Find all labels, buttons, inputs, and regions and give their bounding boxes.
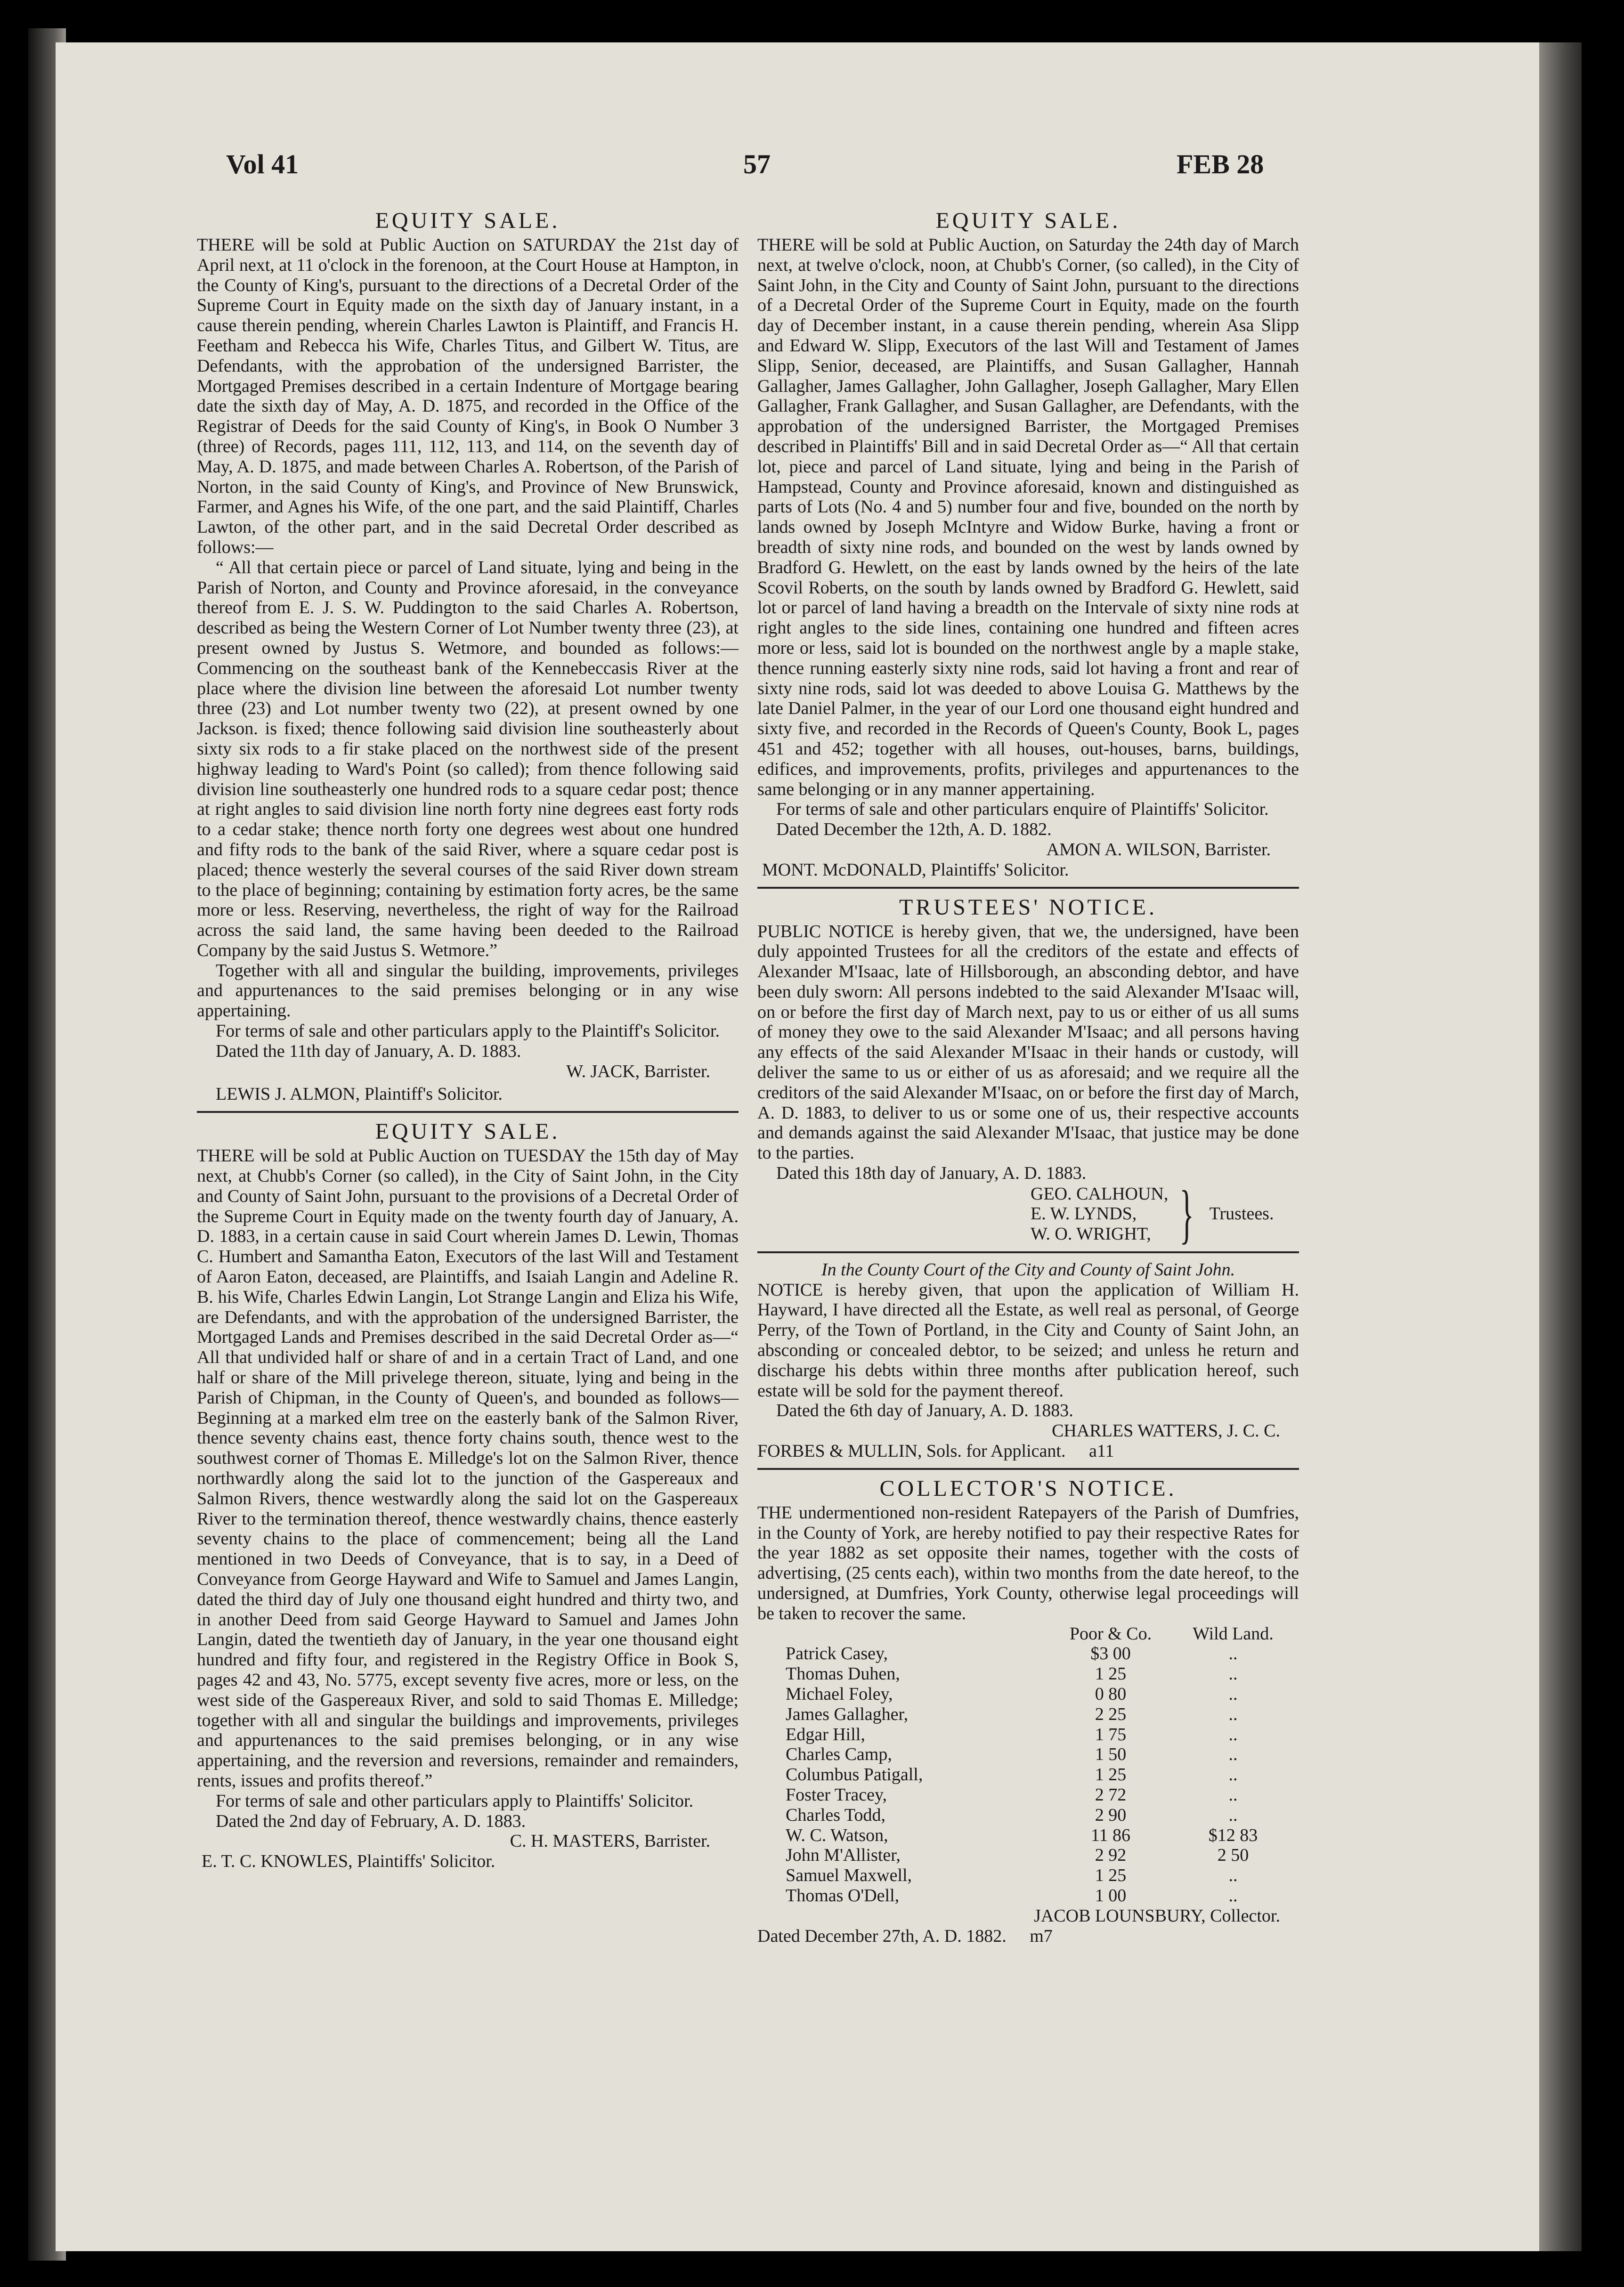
ratepayer-name: Thomas Duhen,	[786, 1664, 900, 1684]
poor-rate: 1 50	[1095, 1744, 1127, 1765]
ad-code: a11	[1088, 1441, 1114, 1461]
left-column	[197, 205, 739, 1872]
table-header-row	[786, 1624, 1294, 1644]
ratepayer-name: James Gallagher,	[786, 1704, 909, 1724]
trustees-notice	[757, 894, 1299, 1250]
table-row	[786, 1785, 1294, 1805]
notice-title: EQUITY SALE.	[375, 208, 560, 233]
equity-sale-notice-1	[197, 209, 739, 1104]
notice-title: COLLECTOR'S NOTICE.	[879, 1476, 1177, 1501]
notice-dated: Dated the 2nd day of February, A. D. 1883.	[216, 1811, 526, 1831]
table-row	[786, 1865, 1294, 1886]
notice-body: THERE will be sold at Public Auction, on Saturday the 24th day of March next, at twelve o'clock, noon, at Chubb's Corner, (so called), in the City of Saint John, in the City and County of Saint John, pursuant to the directions of a Decretal Order of the Supreme Court in Equity, made on the fourth day of December instant, in a cause therein pending, wherein Asa Slipp and Edward W. Slipp, Executors of the last Will and Testament of James Slipp, Senior, deceased, are Plaintiffs, and Susan Gallagher, Hannah Gallagher, James Gallagher, John Gallagher, Joseph Gallagher, Mary Ellen Gallagher, Frank Gallagher, and Susan Gallagher, are Defendants, with the approbation of the undersigned Barrister, the Mortgaged Premises described in Plaintiffs' Bill and in said Decretal Order as—“ All that certain lot, piece and parcel of Land situate, lying and being in the Parish of Hampstead, County and Province aforesaid, known and distinguished as parts of Lots (No. 4 and 5) number four and five, bounded on the north by lands owned by Joseph McIntyre and Widow Burke, having a front or breadth of sixty nine rods, and bounded on the west by lands owned by Bradford G. Hewlett, on the east by lands owned by the heirs of the late Scovil Roberts, on the south by lands owned by Bradford G. Hewlett, said lot or parcel of land having a breadth on the Intervale of sixty nine rods at right angles to the side lines, containing one hundred and fifteen acres more or less, said lot is bounded on the northwest angle by a maple stake, thence running easterly sixty nine rods, said lot having a front and rear of sixty nine rods, said lot was deeded to above Louisa G. Matthews by the late Daniel Palmer, in the year of our Lord one thousand eight hundred and sixty five, and recorded in the Records of Queen's County, Book L, pages 451 and 452; together with all houses, out-houses, barns, buildings, edifices, and improvements, profits, privileges and appurtenances to the same belonging or in any manner appertaining.	[757, 235, 1299, 799]
notice-body: THERE will be sold at Public Auction on SATURDAY the 21st day of April next, at 11 o'clock in the forenoon, at the Court House at Hampton, in the County of King's, pursuant to the directions of a Decretal Order of the Supreme Court in Equity made on the sixth day of January instant, in a cause therein pending, wherein Charles Lawton is Plaintiff, and Francis H. Feetham and Rebecca his Wife, Charles Titus, and Gilbert W. Titus, are Defendants, with the approbation of the undersigned Barrister, the Mortgaged Premises described in a certain Indenture of Mortgage bearing date the sixth day of May, A. D. 1875, and recorded in the Office of the Registrar of Deeds for the said County of King's, in Book O Number 3 (three) of Records, pages 111, 112, 113, and 114, on the seventh day of May, A. D. 1875, and made between Charles A. Robertson, of the Parish of Norton, in the said County of King's, and Province of New Brunswick, Farmer, and Agnes his Wife, of the one part, and the said Plaintiff, Charles Lawton, of the other part, and in the said Decretal Order described as follows:—	[197, 235, 739, 557]
notice-body: NOTICE is hereby given, that upon the application of William H. Hayward, I have directed all the Estate, as well real as personal, of George Perry, of the Town of Portland, in the City and County of Saint John, an absconding or concealed debtor, to be seized; and unless he return and discharge his debts within three months after publication hereof, such estate will be sold for the payment thereof.	[757, 1280, 1299, 1401]
table-row	[786, 1684, 1294, 1704]
page-number: 57	[743, 149, 771, 179]
notice-body: THE undermentioned non-resident Ratepayers of the Parish of Dumfries, in the County of York, are hereby notified to pay their respective Rates for the year 1882 as set opposite their names, together with the costs of advertising, (25 cents each), within two months from the date hereof, to the undersigned, at Dumfries, York County, otherwise legal proceedings will be taken to recover the same.	[757, 1502, 1299, 1623]
table-row	[786, 1704, 1294, 1725]
wild-land-rate: ..	[1228, 1885, 1238, 1906]
notice-body: PUBLIC NOTICE is hereby given, that we, the undersigned, have been duly appointed Trustees for all the creditors of the estate and effects of Alexander M'Isaac, late of Hillsborough, an absconding debtor, and have been duly sworn: All persons indebted to the said Alexander M'Isaac will, on or before the first day of March next, pay to us or either of us all sums of money they owe to the said Alexander M'Isaac; and all persons having any effects of the said Alexander M'Isaac in their hands or custody, will deliver the same to us or either of us as aforesaid; and we require all the creditors of the said Alexander M'Isaac, on or before the first day of March, A. D. 1883, to deliver to us or some one of us, their respective accounts and demands against the said Alexander M'Isaac, that justice may be done to the parties.	[757, 921, 1299, 1163]
notice-barrister: W. JACK, Barrister.	[566, 1061, 710, 1081]
equity-sale-notice-2	[197, 1119, 739, 1872]
wild-land-rate: ..	[1228, 1684, 1238, 1704]
notice-terms: For terms of sale and other particulars enquire of Plaintiffs' Solicitor.	[776, 799, 1269, 819]
notice-dated: Dated the 11th day of January, A. D. 1883.	[216, 1041, 521, 1061]
poor-rate: $3 00	[1090, 1644, 1131, 1664]
ratepayer-name: Charles Camp,	[786, 1744, 892, 1765]
wild-land-rate: ..	[1228, 1744, 1238, 1765]
collectors-notice	[757, 1476, 1299, 1946]
poor-rate: 1 25	[1095, 1865, 1127, 1886]
notice-dated: Dated December the 12th, A. D. 1882.	[776, 819, 1052, 840]
divider	[197, 1111, 739, 1113]
ratepayer-name: Edgar Hill,	[786, 1724, 865, 1744]
notice-title: TRUSTEES' NOTICE.	[899, 894, 1157, 920]
poor-rate: 2 92	[1095, 1845, 1127, 1865]
ratepayer-name: Columbus Patigall,	[786, 1765, 923, 1785]
ratepayer-name: Thomas O'Dell,	[786, 1885, 900, 1906]
column-header-wild: Wild Land.	[1193, 1623, 1274, 1644]
ratepayer-name: Patrick Casey,	[786, 1644, 888, 1664]
table-row	[786, 1664, 1294, 1684]
column-header-name	[786, 1624, 1049, 1644]
table-row	[786, 1744, 1294, 1765]
notice-barrister: AMON A. WILSON, Barrister.	[1046, 839, 1271, 860]
county-court-notice	[757, 1260, 1299, 1461]
notice-dated: Dated this 18th day of January, A. D. 1883.	[776, 1163, 1087, 1184]
poor-rate: 2 90	[1095, 1805, 1127, 1825]
ratepayer-name: John M'Allister,	[786, 1845, 901, 1865]
notice-dated: Dated the 6th day of January, A. D. 1883.	[776, 1401, 1073, 1421]
trustee-signatures	[1031, 1177, 1299, 1250]
wild-land-rate: ..	[1228, 1865, 1238, 1886]
wild-land-rate: ..	[1228, 1704, 1238, 1724]
trustee-names	[1031, 1184, 1168, 1244]
notice-title: EQUITY SALE.	[375, 1119, 560, 1144]
table-row	[786, 1765, 1294, 1785]
page-edge	[1539, 42, 1582, 2251]
wild-land-rate: ..	[1228, 1644, 1238, 1664]
right-column	[757, 205, 1299, 1946]
wild-land-rate: ..	[1228, 1664, 1238, 1684]
column-header-poor: Poor & Co.	[1069, 1623, 1152, 1644]
divider	[757, 887, 1299, 889]
notice-solicitor: MONT. McDONALD, Plaintiffs' Solicitor.	[762, 860, 1069, 880]
applicant-solicitors: FORBES & MULLIN, Sols. for Applicant.	[757, 1441, 1066, 1461]
poor-rate: 0 80	[1095, 1684, 1127, 1704]
trustee-name: GEO. CALHOUN,	[1031, 1184, 1169, 1204]
wild-land-rate: ..	[1228, 1805, 1238, 1825]
divider	[757, 1251, 1299, 1253]
notice-solicitor: LEWIS J. ALMON, Plaintiff's Solicitor.	[216, 1084, 503, 1104]
notice-body: THERE will be sold at Public Auction on TUESDAY the 15th day of May next, at Chubb's Corner (so called), in the City of Saint John, in the City and County of Saint John, pursuant to the provisions of a Decretal Order of the Supreme Court in Equity made on the twenty fourth day of January, A. D. 1883, in a certain cause in said Court wherein James D. Lewin, Thomas C. Humbert and Samantha Eaton, Executors of the last Will and Testament of Aaron Eaton, deceased, are Plaintiffs, and Isaiah Langin and Adeline R. B. his Wife, Charles Edwin Langin, Lot Strange Langin and Eliza his Wife, are Defendants, and with the approbation of the undersigned Barrister, the Mortgaged Lands and Premises described in the said Decretal Order as—“ All that undivided half or share of and in a certain Tract of Land, and one half or share of the Mill privelege thereon, situate, lying and being in the Parish of Chipman, in the County of Queen's, and bounded as follows—Beginning at a marked elm tree on the easterly bank of the Salmon River, thence seventy chains east, thence forty chains south, thence west to the southwest corner of Thomas E. Milledge's lot on the Salmon River, thence northwardly along the said lot to the junction of the Gaspereaux and Salmon Rivers, thence westwardly along the said lot on the Gaspereaux River to the termination thereof, thence westwardly chains, thence easterly seventy chains to the place of commencement; being all the Land mentioned in two Deeds of Conveyance, that is to say, in a Deed of Conveyance from George Hayward and Wife to Samuel and James Langin, dated the third day of July one thousand eight hundred and thirty two, and in another Deed from said George Hayward to Samuel and James John Langin, dated the twentieth day of January, in the year one thousand eight hundred and fifty four, and registered in the Registry Office in Book S, pages 42 and 43, No. 5775, except seventy five acres, more or less, on the west side of the Gaspereaux River, and sold to said Thomas E. Milledge; together with all and singular the buildings and improvements, privileges and appurtenances to the said premises belonging, or in any wise appertaining, and the reversion and reversions, remainder and remainders, rents, issues and profits thereof.”	[197, 1146, 739, 1791]
poor-rate: 11 86	[1090, 1825, 1131, 1845]
table-row	[786, 1845, 1294, 1865]
wild-land-rate: 2 50	[1217, 1845, 1249, 1865]
wild-land-rate: $12 83	[1208, 1825, 1258, 1845]
judge-signature: CHARLES WATTERS, J. C. C.	[1052, 1421, 1280, 1441]
ratepayer-name: W. C. Watson,	[786, 1825, 888, 1845]
poor-rate: 1 25	[1095, 1765, 1127, 1785]
court-heading: In the County Court of the City and County of Saint John.	[821, 1259, 1235, 1280]
table-row	[786, 1886, 1294, 1906]
ratepayer-name: Foster Tracey,	[786, 1784, 887, 1805]
trustee-name: W. O. WRIGHT,	[1031, 1224, 1151, 1244]
table-row	[786, 1725, 1294, 1745]
notice-together: Together with all and singular the building, improvements, privileges and appurtenances to the said premises belonging or in any wise appertaining.	[197, 960, 739, 1021]
notice-barrister: C. H. MASTERS, Barrister.	[510, 1831, 710, 1851]
equity-sale-notice-3	[757, 209, 1299, 880]
notice-dated: Dated December 27th, A. D. 1882.	[757, 1926, 1007, 1946]
volume-label: Vol 41	[226, 149, 299, 179]
divider	[757, 1468, 1299, 1470]
notice-title: EQUITY SALE.	[935, 208, 1121, 233]
poor-rate: 2 72	[1095, 1784, 1127, 1805]
wild-land-rate: ..	[1228, 1784, 1238, 1805]
solicitors-line	[757, 1441, 1299, 1461]
brace-glyph: }	[1179, 1177, 1194, 1250]
wild-land-rate: ..	[1228, 1724, 1238, 1744]
poor-rate: 1 00	[1095, 1885, 1127, 1906]
rates-table	[786, 1624, 1294, 1906]
wild-land-rate: ..	[1228, 1765, 1238, 1785]
ratepayer-name: Michael Foley,	[786, 1684, 893, 1704]
ratepayer-name: Charles Todd,	[786, 1805, 885, 1825]
collector-signature: JACOB LOUNSBURY, Collector.	[1034, 1906, 1280, 1926]
issue-date: FEB 28	[1177, 149, 1264, 179]
ratepayer-name: Samuel Maxwell,	[786, 1865, 912, 1886]
notice-solicitor: E. T. C. KNOWLES, Plaintiffs' Solicitor.	[202, 1851, 495, 1872]
ad-code: m7	[1030, 1926, 1053, 1946]
poor-rate: 1 75	[1095, 1724, 1127, 1744]
table-row	[786, 1825, 1294, 1846]
trustees-label: Trustees.	[1209, 1204, 1274, 1224]
notice-quote: “ All that certain piece or parcel of Land situate, lying and being in the Parish of Norton, and County and Province aforesaid, in the conveyance thereof from E. J. S. W. Puddington to the said Charles A. Robertson, described as being the Western Corner of Lot Number twenty three (23), at present owned by Justus S. Wetmore, and bounded as follows:—Commencing on the southeast bank of the Kennebeccasis River at the place where the division line between the aforesaid Lot number twenty three (23) and Lot number twenty two (22), at present owned by one Jackson. is fixed; thence following said division line southeasterly about sixty six rods to a fir stake placed on the northwest side of the present highway leading to Ward's Point (so called); from thence following said division line southeasterly one hundred rods to a square cedar post; thence at right angles to said division line north forty nine degrees east forty rods to a cedar stake; thence north forty one degrees west about one hundred and fifty rods to the bank of the said River, where a square cedar post is placed; thence westerly the several courses of the said River down stream to the place of beginning; containing by estimation forty acres, be the same more or less. Reserving, nevertheless, the right of way for the Railroad across the said land, the same having been deeded to the Railroad Company by the said Justus S. Wetmore.”	[197, 557, 739, 960]
trustee-name: E. W. LYNDS,	[1031, 1204, 1137, 1224]
notice-terms: For terms of sale and other particulars apply to Plaintiffs' Solicitor.	[216, 1791, 694, 1811]
poor-rate: 2 25	[1095, 1704, 1127, 1724]
table-row	[786, 1644, 1294, 1664]
collector-dated-line	[757, 1926, 1299, 1946]
notice-terms: For terms of sale and other particulars apply to the Plaintiff's Solicitor.	[216, 1021, 720, 1041]
poor-rate: 1 25	[1095, 1664, 1127, 1684]
table-row	[786, 1805, 1294, 1825]
